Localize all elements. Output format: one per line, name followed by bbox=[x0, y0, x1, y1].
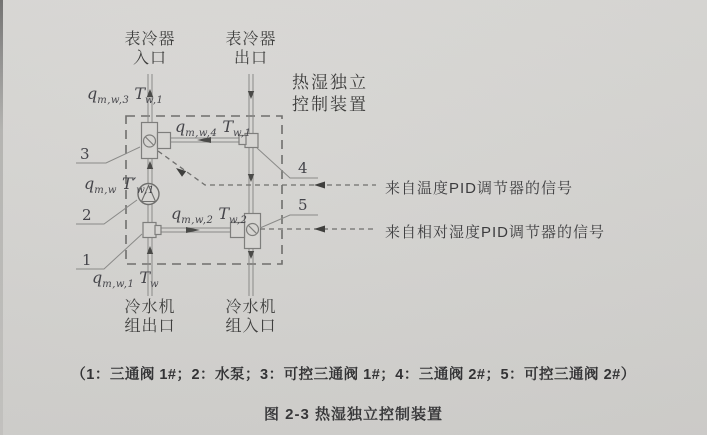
cooler-outlet-label bbox=[219, 30, 283, 68]
q-subscript: m,w,2 bbox=[181, 215, 214, 227]
q-symbol: q bbox=[175, 117, 186, 136]
chiller-outlet-line2: 组出口 bbox=[124, 318, 176, 335]
cooler-outlet-line2: 出口 bbox=[233, 50, 268, 67]
figure-legend: （1：三通阀 1#；2：水泵；3：可控三通阀 1#；4：三通阀 2#；5：可控三通阀 2#） bbox=[71, 367, 636, 383]
q-symbol: q bbox=[87, 84, 98, 103]
q-symbol: q bbox=[92, 268, 103, 287]
t-subscript: w,2 bbox=[229, 215, 248, 227]
device-title-line2: 控制装置 bbox=[292, 95, 368, 114]
chiller-inlet-label bbox=[219, 298, 283, 336]
flow-label-qmw4 bbox=[175, 117, 251, 139]
t-subscript: w,1 bbox=[145, 95, 164, 107]
t-subscript: w bbox=[150, 279, 160, 291]
cooler-inlet-label bbox=[118, 30, 182, 68]
cooler-outlet-line1: 表冷器 bbox=[225, 31, 277, 48]
q-symbol: q bbox=[171, 204, 182, 223]
device-title bbox=[292, 72, 368, 116]
component-number-3: 3 bbox=[80, 145, 90, 163]
t-subscript: w,1 bbox=[136, 185, 155, 197]
device-title-line1: 热湿独立 bbox=[292, 73, 368, 92]
humidity-signal-arrow bbox=[314, 226, 325, 233]
t-symbol: T bbox=[139, 268, 150, 287]
q-subscript: m,w,4 bbox=[185, 128, 218, 140]
cooler-inlet-line1: 表冷器 bbox=[124, 31, 176, 48]
temperature-signal-arrow bbox=[314, 182, 325, 189]
component-number-2: 2 bbox=[82, 206, 92, 224]
component-number-1: 1 bbox=[82, 251, 92, 269]
flow-label-qmw3 bbox=[87, 84, 163, 106]
chiller-outlet-label bbox=[118, 298, 182, 336]
temperature-signal-line bbox=[158, 151, 376, 185]
t-symbol: T′ bbox=[121, 174, 137, 193]
t-symbol: T bbox=[222, 117, 233, 136]
q-subscript: m,w,3 bbox=[97, 95, 130, 107]
temperature-signal-diagonal-arrow bbox=[176, 168, 186, 177]
controllable-three-way-valve-1-symbol bbox=[142, 123, 171, 159]
cooler-inlet-line2: 入口 bbox=[132, 50, 167, 67]
chiller-inlet-line2: 组入口 bbox=[225, 318, 277, 335]
flow-label-qmw bbox=[84, 174, 155, 196]
flow-label-qmw2 bbox=[171, 204, 247, 226]
q-subscript: m,w,1 bbox=[102, 279, 135, 291]
component-number-4: 4 bbox=[298, 159, 308, 177]
q-symbol: q bbox=[84, 174, 95, 193]
t-symbol: T bbox=[218, 204, 229, 223]
leader-4 bbox=[257, 148, 318, 178]
humidity-signal-label: 来自相对湿度PID调节器的信号 bbox=[385, 224, 606, 241]
temperature-signal-label: 来自温度PID调节器的信号 bbox=[385, 180, 574, 197]
chiller-inlet-line1: 冷水机 bbox=[225, 299, 277, 316]
flow-label-qmw1 bbox=[92, 268, 159, 290]
component-number-5: 5 bbox=[298, 196, 308, 214]
t-subscript: w,1 bbox=[233, 128, 252, 140]
leader-5 bbox=[260, 215, 318, 228]
three-way-valve-1-symbol bbox=[143, 223, 161, 238]
t-symbol: T bbox=[134, 84, 145, 103]
q-subscript: m,w bbox=[94, 185, 117, 197]
figure-caption: 图 2-3 热湿独立控制装置 bbox=[263, 406, 443, 423]
chiller-outlet-line1: 冷水机 bbox=[124, 299, 176, 316]
